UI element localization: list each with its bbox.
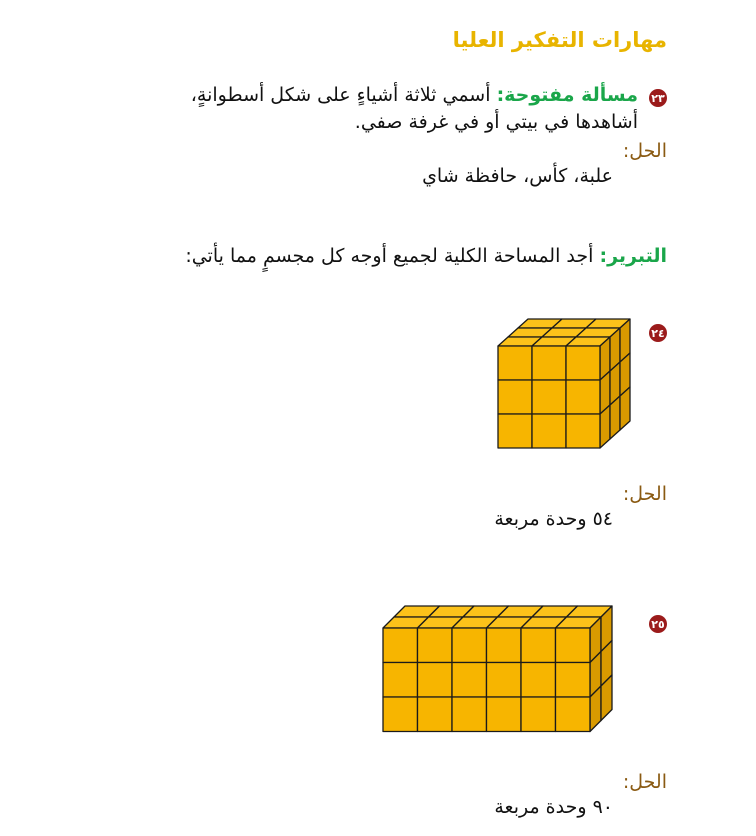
cube-front-face <box>532 414 566 448</box>
question-24-solution-label: الحل: <box>622 483 667 505</box>
cube-front-face <box>487 663 522 698</box>
question-25-badge <box>649 615 667 633</box>
cube-front-face <box>521 663 556 698</box>
cube-front-face <box>521 628 556 663</box>
cube-front-face <box>566 380 600 414</box>
cube-front-face <box>487 628 522 663</box>
cube-figure-6x3x2 <box>381 604 626 746</box>
cube-front-face <box>383 697 418 732</box>
question-23-text-1: أسمي ثلاثة أشياءٍ على شكل أسطوانةٍ، <box>190 84 491 106</box>
cube-front-face <box>418 628 453 663</box>
reasoning-label: التبرير: <box>599 245 667 267</box>
question-24-answer: ٥٤ وحدة مربعة <box>494 508 613 530</box>
question-23-number: ٢٣ <box>651 91 665 105</box>
question-23-badge <box>649 89 667 107</box>
section-title: مهارات التفكير العليا <box>452 28 667 52</box>
cube-front-face <box>556 663 591 698</box>
cube-front-face <box>498 380 532 414</box>
cube-front-face <box>487 697 522 732</box>
cube-front-face <box>566 346 600 380</box>
cube-front-face <box>521 697 556 732</box>
question-23-line-1 <box>191 84 638 106</box>
cube-front-face <box>452 697 487 732</box>
question-24-badge <box>649 324 667 342</box>
cube-front-face <box>532 380 566 414</box>
cube-front-face <box>383 628 418 663</box>
question-25-solution-label: الحل: <box>622 771 667 793</box>
reasoning-text: أجد المساحة الكلية لجميع أوجه كل مجسمٍ مما يأتي: <box>185 245 594 267</box>
open-problem-label: مسألة مفتوحة: <box>496 84 638 106</box>
cube-front-face <box>452 628 487 663</box>
question-23-solution-label: الحل: <box>622 140 667 162</box>
cube-front-face <box>566 414 600 448</box>
cube-front-face <box>383 663 418 698</box>
cube-front-face <box>556 628 591 663</box>
question-25-number: ٢٥ <box>651 617 665 631</box>
cube-front-face <box>556 697 591 732</box>
question-24-number: ٢٤ <box>651 326 665 340</box>
cube-front-face <box>418 663 453 698</box>
cube-front-face <box>418 697 453 732</box>
question-23-answer: علبة، كأس، حافظة شاي <box>422 165 613 187</box>
question-25-answer: ٩٠ وحدة مربعة <box>494 796 613 818</box>
cube-front-face <box>532 346 566 380</box>
cube-figure-3x3x3 <box>496 317 636 457</box>
cube-front-face <box>452 663 487 698</box>
question-23-line-2: أشاهدها في بيتي أو في غرفة صفي. <box>354 111 638 133</box>
cube-front-face <box>498 414 532 448</box>
reasoning-line <box>185 245 667 267</box>
cube-front-face <box>498 346 532 380</box>
